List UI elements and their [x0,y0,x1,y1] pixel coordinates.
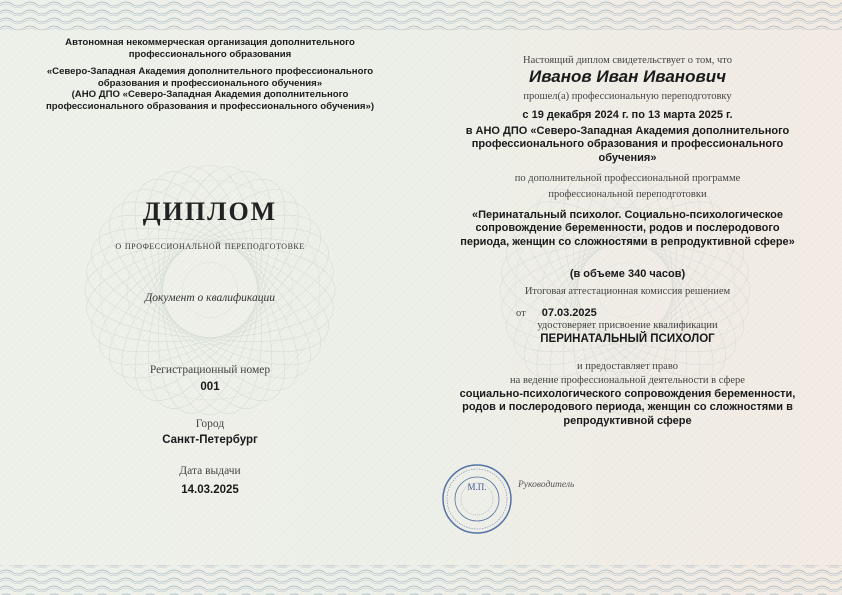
city-label: Город [195,418,225,430]
program-line: сопровождение беременности, родов и послеродового [475,222,780,235]
reg-number-label: Регистрационный номер [149,364,271,376]
graduate-name: Иванов Иван Иванович [528,67,727,86]
program-line: «Перинатальный психолог. Социально-психологическое [472,209,783,221]
activity-field [440,388,815,428]
commission-text: Итоговая аттестационная комиссия решением [524,286,731,297]
org-line: профессионального образования [128,48,292,60]
city-value: Санкт-Петербург [162,434,258,446]
org-line: профессионального образования и профессионального обучения») [45,100,375,112]
org-line: (АНО ДПО «Северо-Западная Академия дополнительного [71,89,349,101]
decision-date-row [470,303,700,321]
diploma-title: ДИПЛОМ [142,197,278,226]
diploma-subtitle: о профессиональной переподготовке [115,240,305,252]
decision-date-value: 07.03.2025 [541,307,597,319]
decision-date-label: от [516,308,526,319]
study-period: с 19 декабря 2024 г. по 13 марта 2025 г. [522,109,733,121]
activity-line: социально-психологического сопровождения беременности, [459,388,796,400]
seal-label: М.П. [467,482,487,492]
org-line: в АНО ДПО «Северо-Западная Академия дополнительного [465,125,790,137]
program-title [440,209,815,249]
official-seal [441,463,513,535]
program-line: периода, женщин со сложностями в репродуктивной сфере» [460,235,795,248]
document-type: Документ о квалификации [144,292,276,304]
signature-label: Руководитель [518,480,575,490]
reg-number-value: 001 [200,381,220,393]
activity-intro: на ведение профессиональной деятельности в сфере [510,375,745,386]
program-volume: (в объеме 340 часов) [569,268,686,280]
org-line: Автономная некоммерческая организация дополнительного [65,37,355,48]
training-organization [440,125,815,165]
grants-text: и предоставляет право [577,361,678,372]
qualification-title: ПЕРИНАТАЛЬНЫЙ ПСИХОЛОГ [540,333,715,345]
issuing-organization [20,37,400,113]
passed-text: прошел(а) профессиональную переподготовку [523,91,732,102]
issue-date-value: 14.03.2025 [181,484,239,496]
certifies-text: Настоящий диплом свидетельствует о том, что [523,55,732,66]
program-intro-2: профессиональной переподготовки [548,189,707,200]
program-intro: по дополнительной профессиональной программе [514,173,741,184]
org-line: «Северо-Западная Академия дополнительного профессионального [46,66,374,78]
issue-date-label: Дата выдачи [179,465,241,477]
org-line: образования и профессионального обучения» [97,77,323,89]
activity-line: родов и послеродового периода, женщин со сложностями в [462,401,793,414]
org-line: профессионального образования и профессионального [471,138,784,151]
org-line: обучения» [598,151,657,164]
activity-line: репродуктивной сфере [563,414,692,427]
confirms-text: удостоверяет присвоение квалификации [537,320,718,331]
